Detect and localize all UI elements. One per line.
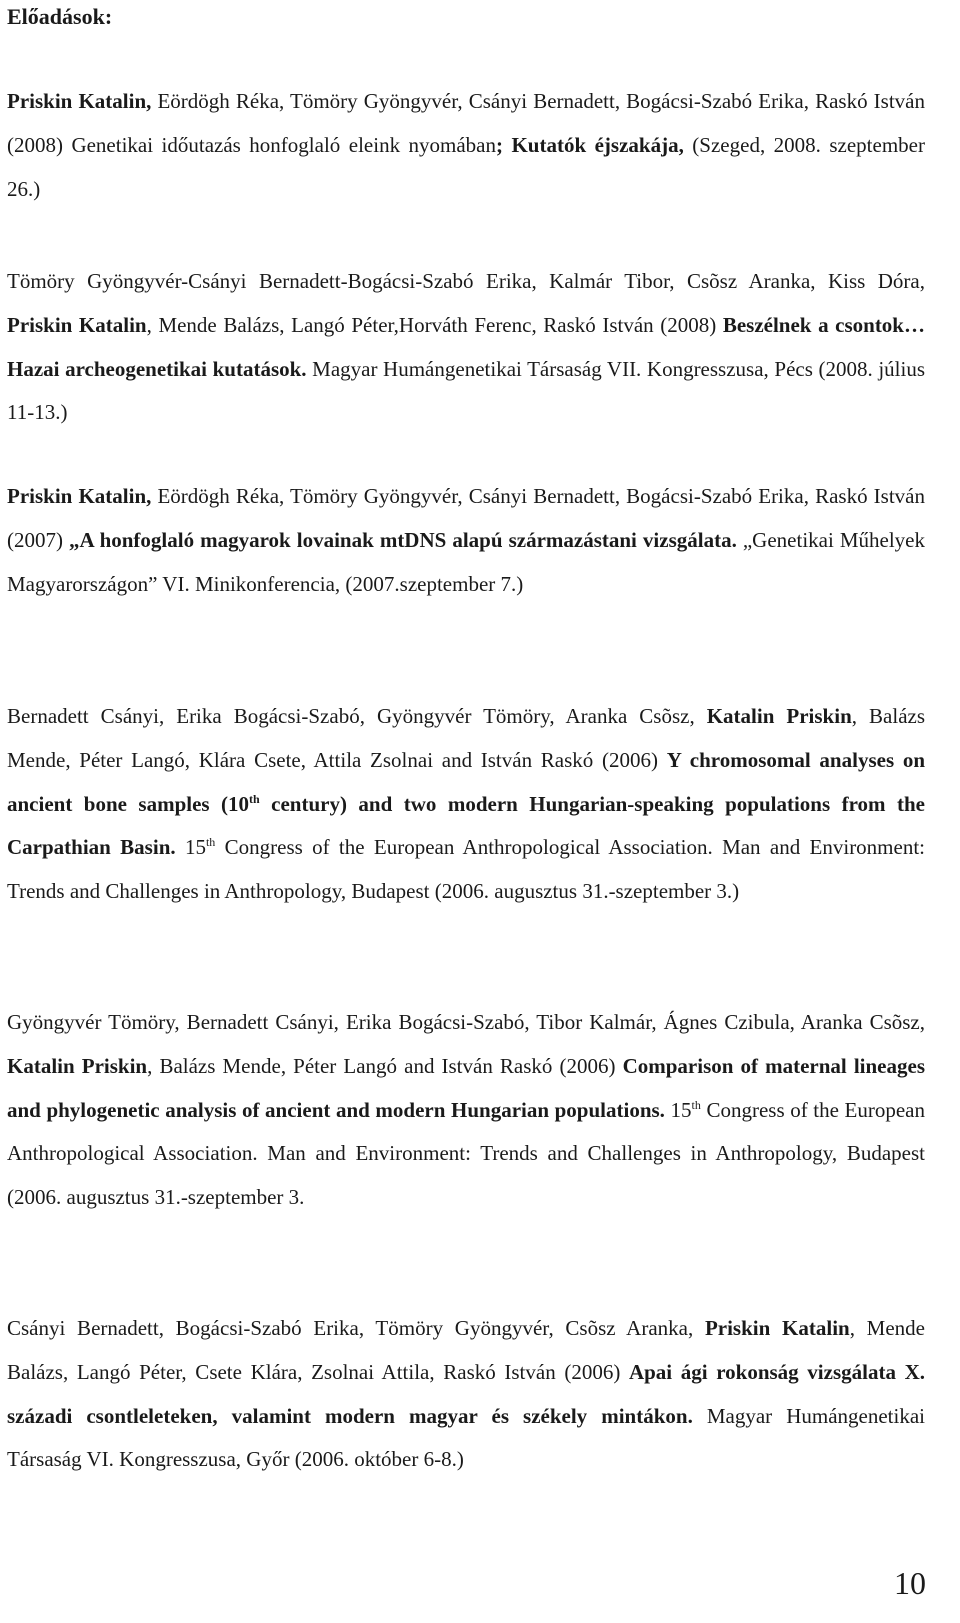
- citation-entry: [7, 260, 925, 435]
- author-name: Priskin Katalin,: [7, 89, 152, 113]
- event-details: (Szeged, 2008. szeptember 26.): [7, 132, 925, 201]
- authors: Gyöngyvér Tömöry, Bernadett Csányi, Erika Bogácsi-Szabó, Tibor Kalmár, Ágnes Czibula, Aranka Csõsz,: [7, 1010, 925, 1034]
- citation-entry: [7, 475, 925, 606]
- authors: , Mende Balázs, Langó Péter, Csete Klára, Zsolnai Attila, Raskó István (2006): [7, 1316, 925, 1384]
- authors: Csányi Bernadett, Bogácsi-Szabó Erika, Tömöry Gyöngyvér, Csõsz Aranka,: [7, 1316, 705, 1340]
- event-details: Congress of the European Anthropological Association. Man and Environment: Trends and Challenges in Anthropology, Budapest (2006. augusztus 31.-szeptember 3.: [7, 1097, 926, 1210]
- event-details: 15: [664, 1097, 692, 1122]
- title-part: century) and two modern Hungarian-speaking populations from the Carpathian Basin.: [7, 791, 925, 860]
- presentation-title: Comparison of maternal lineages and phylogenetic analysis of ancient and modern Hungarian populations.: [7, 1053, 925, 1122]
- superscript: th: [249, 791, 260, 806]
- title-part: Y chromosomal analyses on ancient bone samples (10: [7, 747, 925, 816]
- event-details: 15: [175, 835, 206, 860]
- presentation-title: „A honfoglaló magyarok lovainak mtDNS alapú származástani vizsgálata.: [69, 527, 737, 552]
- event-details: Magyar Humángenetikai Társaság VI. Kongresszusa, Győr (2006. október 6-8.): [7, 1403, 925, 1472]
- author-name: Katalin Priskin: [7, 1053, 148, 1078]
- authors: , Balázs Mende, Péter Langó, Klára Csete, Attila Zsolnai and István Raskó (2006): [7, 704, 926, 772]
- author-name: Priskin Katalin,: [7, 484, 152, 508]
- event-title: ; Kutatók éjszakája,: [496, 132, 684, 157]
- citation-text: Eördögh Réka, Tömöry Gyöngyvér, Csányi Bernadett, Bogácsi-Szabó Erika, Raskó István (2008) Genetikai időutazás honfoglaló eleink nyomában: [7, 89, 925, 157]
- authors: , Mende Balázs, Langó Péter,Horváth Ferenc, Raskó István (2008): [146, 312, 723, 337]
- authors: , Balázs Mende, Péter Langó and István Raskó (2006): [147, 1053, 623, 1078]
- author-name: Katalin Priskin: [706, 704, 852, 728]
- superscript: th: [691, 1097, 701, 1112]
- citation-entry: [7, 1001, 925, 1220]
- citation-entry: [7, 1307, 925, 1482]
- citation-entry: [7, 80, 925, 211]
- event-details: Magyar Humángenetikai Társaság VII. Kongresszusa, Pécs (2008. július 11-13.): [7, 356, 925, 425]
- authors: Bernadett Csányi, Erika Bogácsi-Szabó, Gyöngyvér Tömöry, Aranka Csõsz,: [7, 704, 707, 728]
- author-name: Priskin Katalin: [7, 312, 147, 337]
- event-details: „Genetikai Műhelyek Magyarországon” VI. Minikonferencia, (2007.szeptember 7.): [7, 527, 925, 596]
- presentation-title: Beszélnek a csontok…Hazai archeogenetikai kutatások.: [7, 312, 925, 381]
- event-details: Congress of the European Anthropological Association. Man and Environment: Trends and Challenges in Anthropology, Budapest (2006. augusztus 31.-szeptember 3.): [7, 835, 926, 904]
- section-heading: Előadások:: [7, 4, 113, 29]
- page-number: 10: [894, 1565, 926, 1601]
- superscript: th: [205, 835, 216, 850]
- presentation-title: Apai ági rokonság vizsgálata X. századi csontleleteken, valamint modern magyar és székely mintákon.: [7, 1359, 925, 1428]
- authors: Eördögh Réka, Tömöry Gyöngyvér, Csányi Bernadett, Bogácsi-Szabó Erika, Raskó István (2007): [7, 484, 925, 552]
- authors: Tömöry Gyöngyvér-Csányi Bernadett-Bogácsi-Szabó Erika, Kalmár Tibor, Csõsz Aranka, Kiss Dóra,: [7, 269, 925, 293]
- author-name: Priskin Katalin: [704, 1316, 850, 1340]
- citation-entry: [7, 695, 925, 914]
